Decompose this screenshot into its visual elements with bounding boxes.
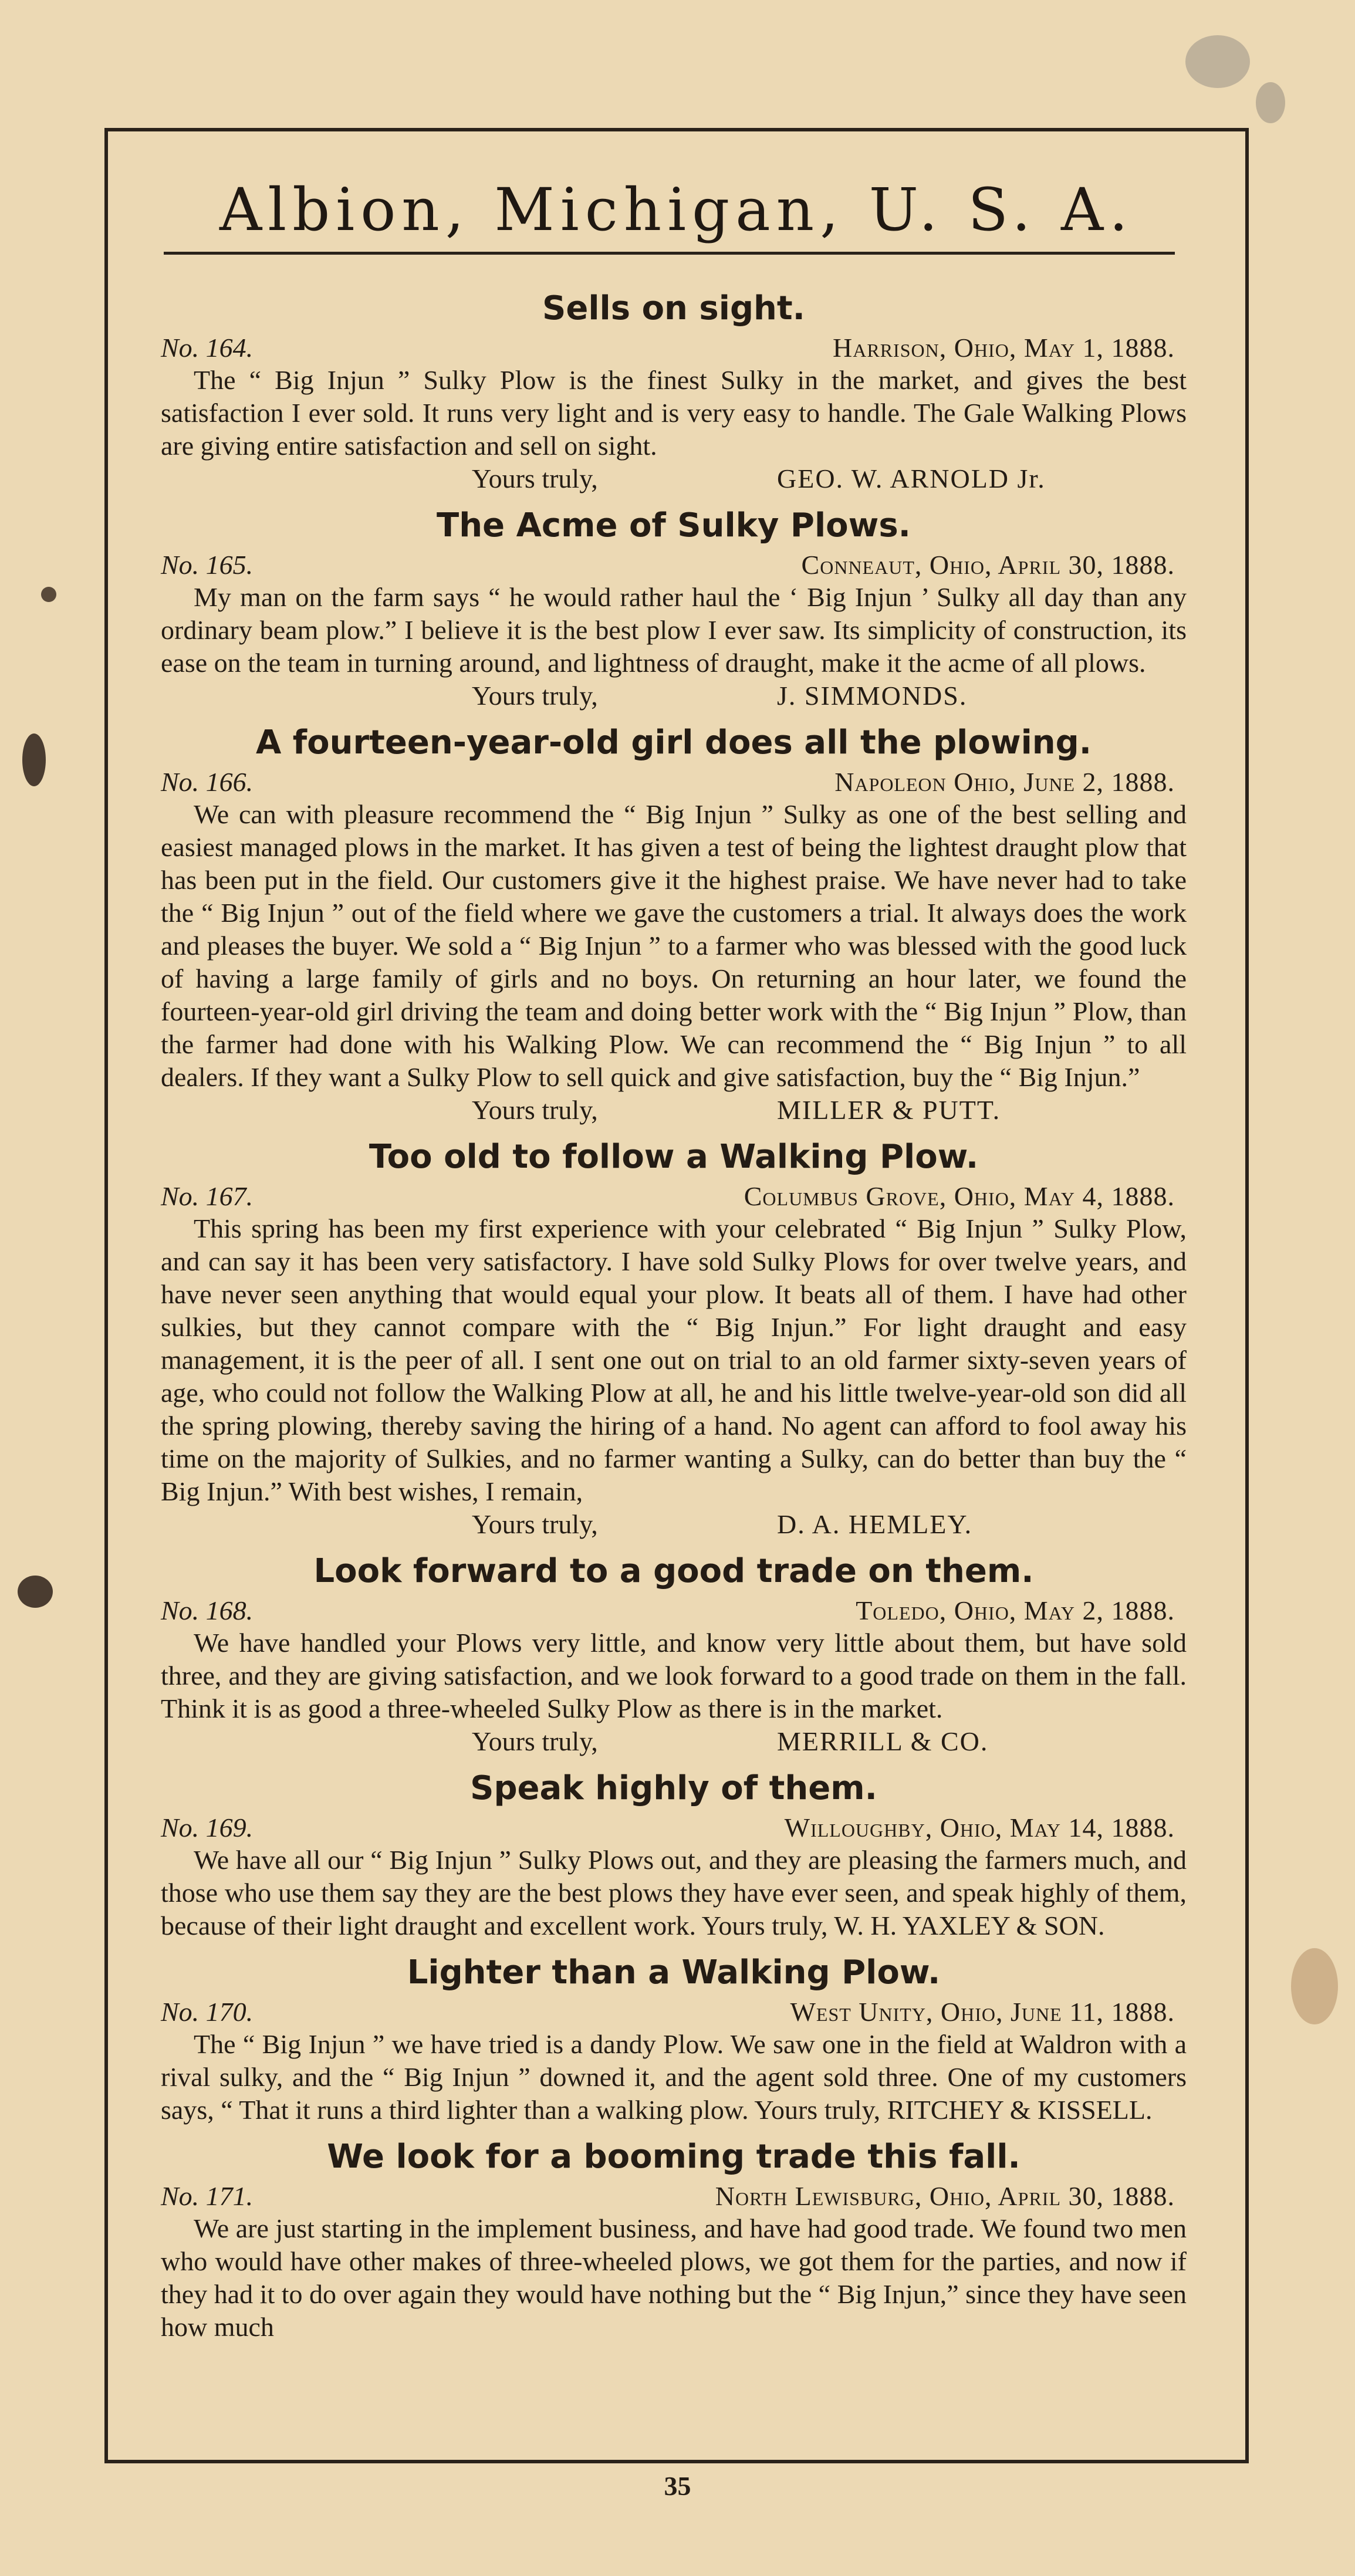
letter-heading: We look for a booming trade this fall. <box>327 2138 1021 2176</box>
letter-166 <box>161 721 1187 1127</box>
letter-closing: Yours truly, <box>472 464 598 493</box>
letter-signature: MERRILL & CO. <box>777 1726 989 1756</box>
letter-dateline <box>161 1595 1187 1627</box>
letter-heading: Sells on sight. <box>542 289 805 327</box>
letter-number: No. 168. <box>161 1595 254 1625</box>
letter-number: No. 171. <box>161 2181 254 2211</box>
page-frame <box>104 128 1249 2463</box>
letter-heading: The Acme of Sulky Plows. <box>437 506 911 545</box>
letter-dateline <box>161 332 1187 364</box>
letter-170 <box>161 1950 1187 2127</box>
letter-place-date: Conneaut, Ohio, April 30, 1888. <box>801 550 1175 580</box>
letter-body: We have handled your Plows very little, and know very little about them, but have sold three, and they are giving satisfaction, and we look forward to a good trade on them in the fall. Think it is as good a three-wheeled Sulky Plow as there is in the market. <box>161 1628 1187 1723</box>
letter-heading: Too old to follow a Walking Plow. <box>369 1138 979 1176</box>
letter-168 <box>161 1549 1187 1758</box>
letter-number: No. 165. <box>161 550 254 580</box>
paper-stain <box>1256 82 1285 123</box>
letter-place-date: Harrison, Ohio, May 1, 1888. <box>833 333 1175 363</box>
binding-hole <box>18 1576 53 1608</box>
letter-dateline <box>161 2181 1187 2212</box>
letter-place-date: Napoleon Ohio, June 2, 1888. <box>834 767 1175 797</box>
letter-165 <box>161 503 1187 712</box>
letter-167 <box>161 1135 1187 1541</box>
letter-place-date: North Lewisburg, Ohio, April 30, 1888. <box>715 2181 1175 2211</box>
letter-signature: GEO. W. ARNOLD Jr. <box>777 464 1046 493</box>
paper-stain <box>1291 1948 1338 2024</box>
letter-signoff <box>161 462 1187 495</box>
header-rule <box>164 252 1175 255</box>
letter-signoff <box>161 680 1187 712</box>
letter-dateline <box>161 1181 1187 1212</box>
letter-heading: Look forward to a good trade on them. <box>313 1552 1034 1590</box>
letter-signature: J. SIMMONDS. <box>777 681 968 711</box>
letter-signoff <box>161 1725 1187 1758</box>
letter-number: No. 170. <box>161 1997 254 2027</box>
letter-number: No. 164. <box>161 333 254 363</box>
letter-heading: A fourteen-year-old girl does all the plowing. <box>255 724 1092 762</box>
letter-signoff <box>161 1094 1187 1127</box>
letters-column <box>161 278 1187 2344</box>
letter-body: The “ Big Injun ” we have tried is a dandy Plow. We saw one in the field at Waldron with a rival sulky, and the “ Big Injun ” downed it, and the agent sold three. One of my customers says, “ That it runs a third lighter than a walking plow. Yours truly, RITCHEY & KISSELL. <box>161 2029 1187 2125</box>
letter-164 <box>161 286 1187 495</box>
letter-body: We can with pleasure recommend the “ Big Injun ” Sulky as one of the best selling and easiest managed plows in the market. It has given a test of being the lightest draught plow that has been put in the field. Our customers give it the highest praise. We have never had to take the “ Big Injun ” out of the field where we gave the customers a trial. It always does the work and pleases the buyer. We sold a “ Big Injun ” to a farmer who was blessed with the good luck of having a large family of girls and no boys. On returning an hour later, we found the fourteen-year-old girl driving the team and doing better work with the “ Big Injun ” Plow, than the farmer had done with his Walking Plow. We can recommend the “ Big Injun ” to all dealers. If they want a Sulky Plow to sell quick and give satisfaction, buy the “ Big Injun.” <box>161 799 1187 1092</box>
letter-closing: Yours truly, <box>472 1095 598 1125</box>
letter-closing: Yours truly, <box>472 1509 598 1539</box>
page-header: Albion, Michigan, U. S. A. <box>219 175 1134 244</box>
letter-signature: D. A. HEMLEY. <box>777 1509 973 1539</box>
letter-signature: MILLER & PUTT. <box>777 1095 1001 1125</box>
letter-place-date: West Unity, Ohio, June 11, 1888. <box>790 1997 1175 2027</box>
letter-body: The “ Big Injun ” Sulky Plow is the finest Sulky in the market, and gives the best satisfaction I ever sold. It runs very light and is very easy to handle. The Gale Walking Plows are giving entire satisfaction and sell on sight. <box>161 365 1187 461</box>
letter-dateline <box>161 766 1187 798</box>
paper-stain <box>1185 35 1250 88</box>
letter-body: This spring has been my first experience with your celebrated “ Big Injun ” Sulky Plow, and can say it has been very satisfactory. I have sold Sulky Plows for over twelve years, and have never seen anything that would equal your plow. It beats all of them. I have had other sulkies, but they cannot compare with the “ Big Injun.” For light draught and easy management, it is the peer of all. I sent one out on trial to an old farmer sixty-seven years of age, who could not follow the Walking Plow at all, he and his little twelve-year-old son did all the spring plowing, thereby saving the hiring of a hand. No agent can afford to fool away his time on the majority of Sulkies, and no farmer wanting a Sulky, can do better than buy the “ Big Injun.” With best wishes, I remain, <box>161 1213 1187 1506</box>
letter-heading: Lighter than a Walking Plow. <box>407 1953 941 1992</box>
letter-place-date: Toledo, Ohio, May 2, 1888. <box>856 1595 1175 1625</box>
letter-number: No. 166. <box>161 767 254 797</box>
letter-closing: Yours truly, <box>472 681 598 711</box>
letter-body: My man on the farm says “ he would rather haul the ‘ Big Injun ’ Sulky all day than any ordinary beam plow.” I believe it is the best plow I ever saw. Its simplicity of construction, its ease on the team in turning around, and lightness of draught, make it the acme of all plows. <box>161 582 1187 678</box>
letter-171 <box>161 2135 1187 2344</box>
letter-signoff <box>161 1508 1187 1541</box>
letter-body: We have all our “ Big Injun ” Sulky Plows out, and they are pleasing the farmers much, and those who use them say they are the best plows they have ever seen, and speak highly of them, because of their light draught and excellent work. Yours truly, W. H. YAXLEY & SON. <box>161 1845 1187 1941</box>
letter-place-date: Columbus Grove, Ohio, May 4, 1888. <box>744 1181 1175 1211</box>
letter-dateline <box>161 1996 1187 2028</box>
letter-dateline <box>161 1812 1187 1844</box>
binding-hole <box>22 733 46 786</box>
letter-place-date: Willoughby, Ohio, May 14, 1888. <box>784 1813 1175 1843</box>
letter-dateline <box>161 549 1187 581</box>
letter-number: No. 169. <box>161 1813 254 1843</box>
letter-heading: Speak highly of them. <box>470 1769 877 1807</box>
binding-hole <box>41 587 56 602</box>
letter-number: No. 167. <box>161 1181 254 1211</box>
letter-body: We are just starting in the implement business, and have had good trade. We found two men who would have other makes of three-wheeled plows, we got them for the parties, and now if they had it to do over again they would have nothing but the “ Big Injun,” since they have seen how much <box>161 2213 1187 2342</box>
letter-169 <box>161 1766 1187 1942</box>
letter-closing: Yours truly, <box>472 1726 598 1756</box>
page-number: 35 <box>664 2471 691 2501</box>
